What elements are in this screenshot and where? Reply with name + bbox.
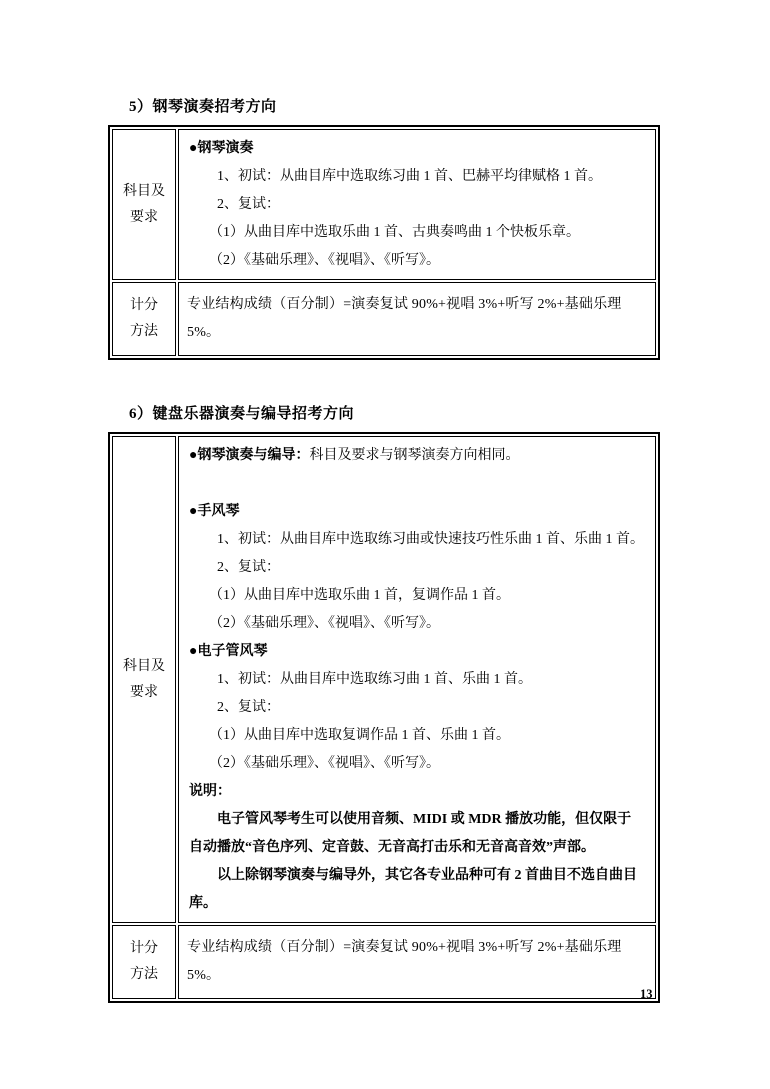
row-label-line: 要求 (130, 684, 158, 700)
content-line: ●钢琴演奏 (189, 141, 254, 156)
content-line: 电子管风琴考生可以使用音频、MIDI 或 MDR 播放功能，但仅限于自动播放“音色序列、定音鼓、无音高打击乐和无音高音效”声部。 (189, 812, 632, 855)
content-line: （1）从曲目库中选取复调作品 1 首、乐曲 1 首。 (209, 728, 510, 743)
table-row (112, 129, 656, 280)
content-line: 2、复试： (217, 700, 280, 715)
scoring-formula: 专业结构成绩（百分制）=演奏复试 90%+视唱 3%+听写 2%+基础乐理 5%。 (187, 940, 622, 983)
row-label-scoring (112, 282, 176, 356)
content-line: 1、初试：从曲目库中选取练习曲或快速技巧性乐曲 1 首、乐曲 1 首。 (217, 532, 644, 547)
page-number: 13 (640, 987, 653, 1001)
section-heading-5: 5）钢琴演奏招考方向 (129, 99, 277, 115)
row-label-line: 方法 (130, 324, 158, 339)
content-line: （2）《基础乐理》、《视唱》、《听写》。 (209, 616, 440, 631)
page-content (108, 95, 660, 1003)
row-label-line: 方法 (130, 967, 158, 982)
content-line: 1、初试：从曲目库中选取练习曲 1 首、巴赫平均律赋格 1 首。 (217, 169, 602, 184)
row-label-scoring (112, 925, 176, 999)
row-label-line: 科目及 (123, 658, 165, 674)
content-line: ●电子管风琴 (189, 644, 268, 659)
subjects-cell (178, 436, 656, 923)
content-line: （1）从曲目库中选取乐曲 1 首、古典奏鸣曲 1 个快板乐章。 (209, 225, 580, 240)
row-label-line: 要求 (130, 209, 158, 225)
scoring-method-cell (178, 282, 656, 356)
content-line: 说明： (189, 784, 231, 799)
table-row (112, 925, 656, 999)
scoring-method-cell (178, 925, 656, 999)
content-line: 以上除钢琴演奏与编导外，其它各专业品种可有 2 首曲目不选自曲目库。 (189, 868, 637, 911)
section-heading-6: 6）键盘乐器演奏与编导招考方向 (129, 406, 355, 422)
row-label-subjects (112, 436, 176, 923)
content-line: ●钢琴演奏与编导：科目及要求与钢琴演奏方向相同。 (189, 448, 520, 463)
content-line: 2、复试： (217, 197, 280, 212)
table-row (112, 436, 656, 923)
row-label-subjects (112, 129, 176, 280)
content-line (189, 470, 645, 498)
row-label-line: 计分 (130, 298, 158, 313)
scoring-formula: 专业结构成绩（百分制）=演奏复试 90%+视唱 3%+听写 2%+基础乐理 5%。 (187, 297, 622, 340)
subjects-cell (178, 129, 656, 280)
row-label-line: 计分 (130, 941, 158, 956)
content-line: 1、初试：从曲目库中选取练习曲 1 首、乐曲 1 首。 (217, 672, 532, 687)
content-line: （2）《基础乐理》、《视唱》、《听写》。 (209, 253, 440, 268)
row-label-line: 科目及 (123, 183, 165, 199)
requirements-table-5 (108, 125, 660, 360)
content-line: ●手风琴 (189, 504, 240, 519)
content-line: （2）《基础乐理》、《视唱》、《听写》。 (209, 756, 440, 771)
requirements-table-6 (108, 432, 660, 1003)
table-row (112, 282, 656, 356)
content-line: 2、复试： (217, 560, 280, 575)
content-line: （1）从曲目库中选取乐曲 1 首，复调作品 1 首。 (209, 588, 510, 603)
